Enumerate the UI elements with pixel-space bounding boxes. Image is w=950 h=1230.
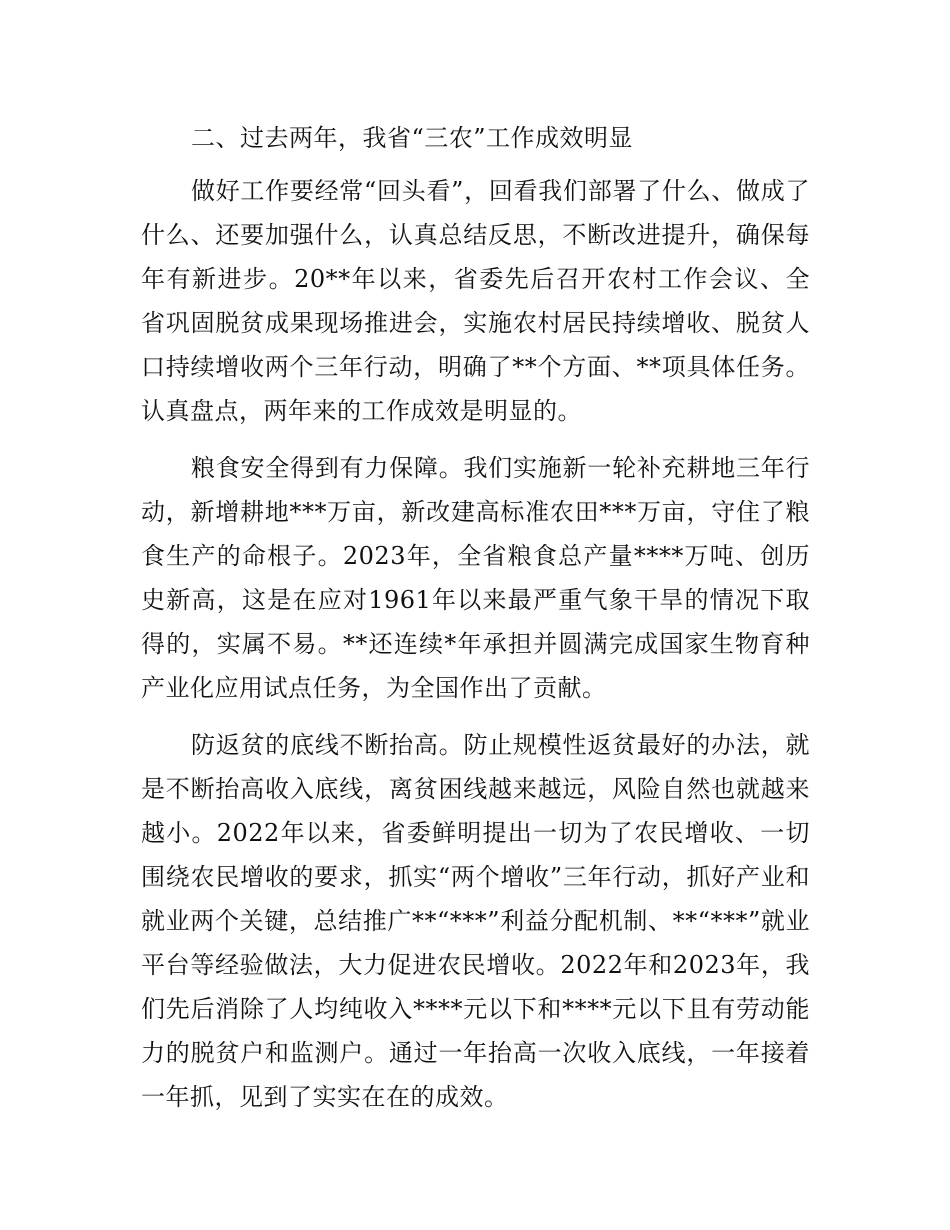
paragraph-poverty-prevention: 防返贫的底线不断抬高。防止规模性返贫最好的办法，就是不断抬高收入底线，离贫困线越来越远，风险自然也就越来越小。2022年以来，省委鲜明提出一切为了农民增收、一切围绕农民增收的要求，抓实“两个增收”三年行动，抓好产业和就业两个关键，总结推广**“***”利益分配机制、**“***”就业平台等经验做法，大力促进农民增收。2022年和2023年，我们先后消除了人均纯收入****元以下和****元以下且有劳动能力的脱贫户和监测户。通过一年抬高一次收入底线，一年接着一年抓，见到了实实在在的成效。	[141, 731, 810, 1111]
paragraph-review: 做好工作要经常“回头看”，回看我们部署了什么、做成了什么、还要加强什么，认真总结反思，不断改进提升，确保每年有新进步。20**年以来，省委先后召开农村工作会议、全省巩固脱贫成果现场推进会，实施农村居民持续增收、脱贫人口持续增收两个三年行动，明确了**个方面、**项具体任务。认真盘点，两年来的工作成效是明显的。	[141, 177, 810, 425]
section-heading: 二、过去两年，我省“三农”工作成效明显	[191, 124, 634, 152]
paragraph-grain-security: 粮食安全得到有力保障。我们实施新一轮补充耕地三年行动，新增耕地***万亩，新改建高标准农田***万亩，守住了粮食生产的命根子。2023年，全省粮食总产量****万吨、创历史新高，这是在应对1961年以来最严重气象干旱的情况下取得的，实属不易。**还连续*年承担并圆满完成国家生物育种产业化应用试点任务，为全国作出了贡献。	[141, 454, 810, 702]
document-body	[141, 116, 810, 1119]
